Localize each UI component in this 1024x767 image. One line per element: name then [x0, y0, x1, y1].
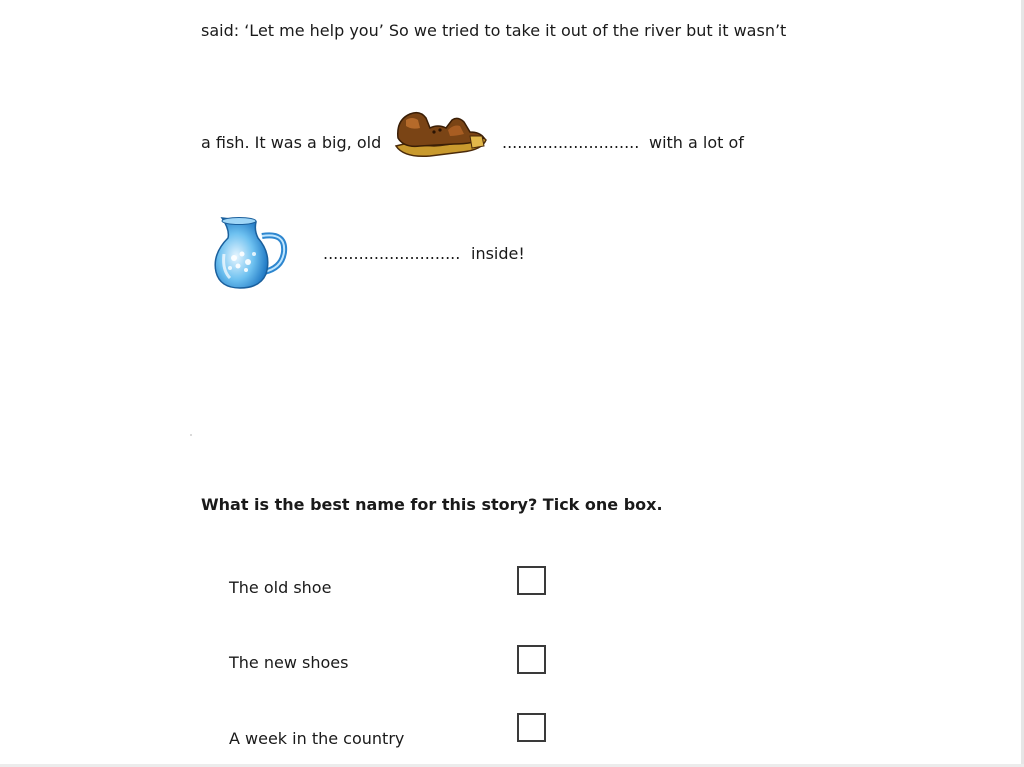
story-line-1: said: ‘Let me help you’ So we tried to take it out of the river but it wasn’t — [201, 21, 787, 40]
water-jug-icon — [212, 214, 290, 290]
tick-box-2[interactable] — [517, 645, 546, 674]
option-label-1: The old shoe — [229, 578, 332, 597]
story-line-2-end: with a lot of — [649, 133, 744, 152]
option-label-3: A week in the country — [229, 729, 405, 748]
story-line-2-start: a fish. It was a big, old — [201, 133, 382, 152]
answer-blank-2[interactable]: ........................... — [323, 244, 461, 263]
question-text: What is the best name for this story? Tick one box. — [201, 495, 663, 514]
answer-blank-1[interactable]: ........................... — [502, 133, 640, 152]
tick-box-3[interactable] — [517, 713, 546, 742]
shoe-icon — [390, 106, 490, 168]
option-label-2: The new shoes — [229, 653, 349, 672]
scan-speck — [190, 434, 192, 436]
story-line-3-end: inside! — [471, 244, 525, 263]
tick-box-1[interactable] — [517, 566, 546, 595]
